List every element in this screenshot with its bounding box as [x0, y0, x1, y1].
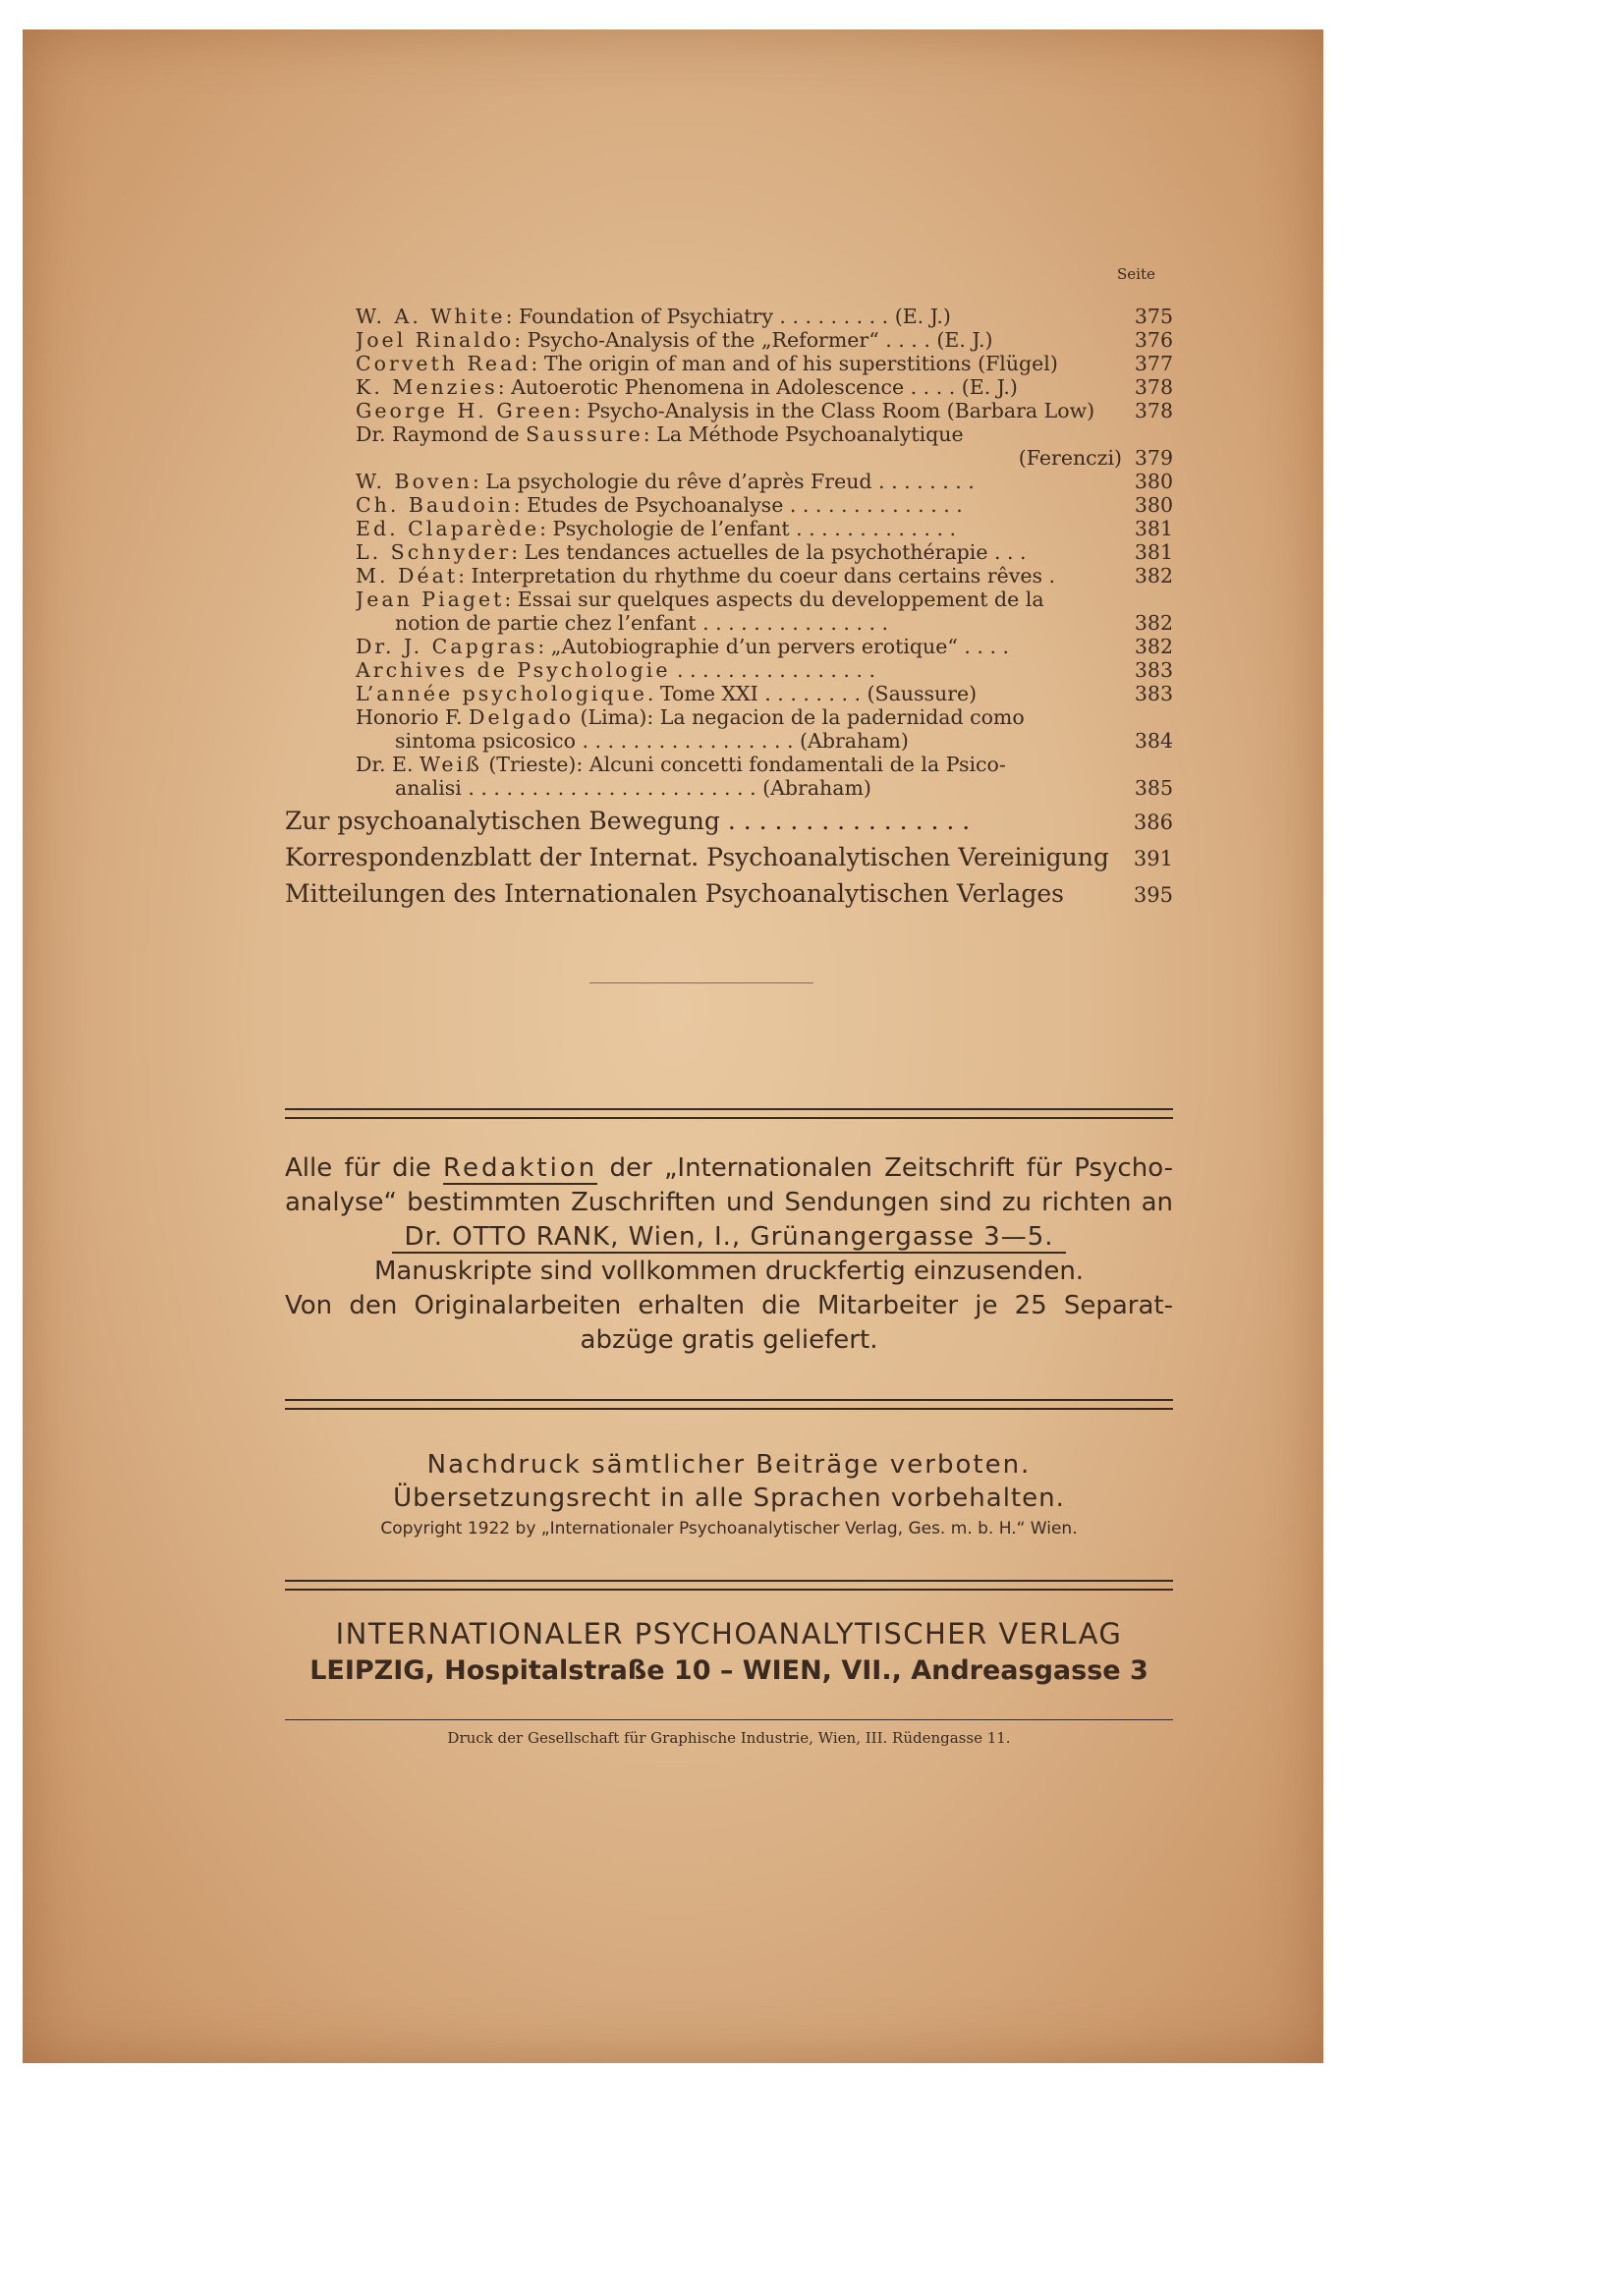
toc-page-number: 381: [1134, 540, 1173, 564]
publisher-address: LEIPZIG, Hospitalstraße 10 – WIEN, VII., Andreasgasse 3: [309, 1655, 1148, 1686]
toc-entry-title: [356, 682, 1122, 705]
entry-text: : Essai sur quelques aspects du developpement de la: [504, 588, 1044, 611]
toc-entry: [356, 305, 1173, 328]
entry-text: (Ferenczi): [1018, 446, 1122, 470]
author-name: Weiß: [420, 753, 482, 776]
toc-entry-title: [356, 564, 1122, 588]
toc-page-number: 378: [1134, 399, 1173, 422]
toc-page-number: 379: [1134, 446, 1173, 470]
toc-entry-title: [356, 493, 1122, 517]
entry-text: . . . . . . . . . . . . . . . .: [670, 658, 875, 682]
section-page-number: 386: [1133, 811, 1173, 834]
notice-line: Alle für die Redaktion der „Internationalen Zeitschrift für Psycho-: [285, 1153, 1173, 1183]
entry-text: : Interpretation du rhythme du coeur dans certains rêves .: [458, 564, 1056, 588]
toc-page-number: 378: [1134, 375, 1173, 399]
publisher-name: INTERNATIONALER PSYCHOANALYTISCHER VERLAG: [335, 1617, 1123, 1651]
toc-entry-title: [356, 399, 1122, 422]
toc-entry: [356, 635, 1173, 658]
translation-notice: Übersetzungsrecht in alle Sprachen vorbehalten.: [393, 1483, 1065, 1513]
section-page-number: 395: [1133, 883, 1173, 907]
notice-line: abzüge gratis geliefert.: [580, 1325, 878, 1355]
double-rule: [285, 1108, 1173, 1119]
section-title: Zur psychoanalytischen Bewegung . . . . . . . . . . . . . . . .: [285, 807, 971, 835]
publisher-block: [285, 1615, 1173, 1690]
entry-text: : Foundation of Psychiatry . . . . . . . . . (E. J.): [505, 305, 951, 328]
toc-page-number: 382: [1134, 564, 1173, 588]
toc-page-number: 375: [1134, 305, 1173, 328]
author-name: Ed. Claparède: [356, 517, 540, 540]
toc-entry: [356, 658, 1173, 682]
entry-text: Dr. E.: [356, 753, 420, 776]
author-name: Jean Piaget: [356, 588, 505, 611]
toc-entry: [356, 705, 1173, 729]
section-entry: [285, 876, 1173, 913]
reprint-notice: Nachdruck sämtlicher Beiträge verboten.: [426, 1450, 1032, 1480]
entry-text: . Tome XXI . . . . . . . . (Saussure): [646, 682, 978, 705]
toc-entry-title: [356, 753, 1122, 776]
toc-entry-title: [356, 446, 1122, 470]
author-name: M. Déat: [356, 564, 459, 588]
page-column-label: Seite: [1117, 265, 1155, 283]
entry-text: : Etudes de Psychoanalyse . . . . . . . . . . . . . .: [513, 493, 963, 517]
toc-entry-title: [356, 352, 1122, 375]
author-name: Corveth Read: [356, 352, 532, 375]
main-sections: [285, 804, 1173, 913]
entry-text: : La psychologie du rêve d’après Freud . . . . . . . .: [472, 470, 975, 493]
toc-entry-title: [356, 517, 1122, 540]
toc-entry: [356, 375, 1173, 399]
editor-address: Dr. OTTO RANK, Wien, I., Grünangergasse 3—5.: [285, 1220, 1173, 1255]
section-title: Mitteilungen des Internationalen Psychoanalytischen Verlages: [285, 879, 1064, 908]
redaktion-emphasis: Redaktion: [443, 1153, 598, 1183]
toc-entry-title: [356, 776, 1122, 800]
toc-page-number: 384: [1134, 729, 1173, 753]
double-rule: [285, 1580, 1173, 1591]
author-name: K. Menzies: [356, 375, 498, 399]
section-page-number: 391: [1133, 847, 1173, 870]
toc-entry: [356, 729, 1173, 753]
toc-page-number: 382: [1134, 635, 1173, 658]
toc-page-number: 385: [1134, 776, 1173, 800]
toc-entry-title: [356, 588, 1122, 611]
entry-text: : Psycho-Analysis of the „Reformer“ . . . . (E. J.): [514, 328, 993, 352]
author-name: L’année psychologique: [356, 682, 647, 705]
toc-entry-title: [356, 635, 1122, 658]
toc-page-number: 377: [1134, 352, 1173, 375]
table-of-contents: [356, 305, 1173, 800]
copyright-notice: Copyright 1922 by „Internationaler Psychoanalytischer Verlag, Ges. m. b. H.“ Wien.: [380, 1519, 1078, 1539]
entry-text: Honorio F.: [356, 705, 470, 729]
toc-entry: [356, 611, 1173, 635]
notice-line: Manuskripte sind vollkommen druckfertig einzusenden.: [373, 1257, 1085, 1286]
author-name: Archives de Psychologie: [356, 658, 671, 682]
entry-text: (Lima): La negacion de la padernidad como: [573, 705, 1025, 729]
toc-entry-title: [356, 375, 1122, 399]
toc-entry-title: [356, 328, 1122, 352]
toc-entry: [356, 682, 1173, 705]
entry-text: : Autoerotic Phenomena in Adolescence . . . . (E. J.): [497, 375, 1018, 399]
author-name: W. Boven: [356, 470, 473, 493]
toc-entry-title: [356, 705, 1122, 729]
section-entry: [285, 840, 1173, 876]
toc-entry: [356, 399, 1173, 422]
section-entry: [285, 804, 1173, 840]
author-name: W. A. White: [356, 305, 506, 328]
toc-entry: [356, 540, 1173, 564]
author-name: Joel Rinaldo: [356, 328, 515, 352]
entry-text: : Psychologie de l’enfant . . . . . . . . . . . . .: [539, 517, 956, 540]
section-title: Korrespondenzblatt der Internat. Psychoanalytischen Vereinigung: [285, 843, 1109, 871]
toc-entry: [356, 493, 1173, 517]
toc-entry: [356, 422, 1173, 446]
toc-entry: [356, 564, 1173, 588]
toc-page-number: 381: [1134, 517, 1173, 540]
entry-text: Dr. Raymond de: [356, 422, 527, 446]
entry-text: : Les tendances actuelles de la psychothérapie . . .: [511, 540, 1027, 564]
author-name: Saussure: [526, 422, 644, 446]
toc-entry: [356, 446, 1173, 470]
entry-text: sintoma psicosico . . . . . . . . . . . . . . . . . (Abraham): [395, 729, 909, 753]
entry-text: : La Méthode Psychoanalytique: [643, 422, 964, 446]
toc-entry-title: [356, 658, 1122, 682]
rights-notice: [285, 1448, 1173, 1542]
notice-line: analyse“ bestimmten Zuschriften und Sendungen sind zu richten an: [285, 1188, 1173, 1217]
toc-entry: [356, 776, 1173, 800]
toc-entry-title: [356, 611, 1122, 635]
toc-page-number: 376: [1134, 328, 1173, 352]
toc-entry: [356, 588, 1173, 611]
editorial-notice: [285, 1151, 1173, 1358]
notice-line: Von den Originalarbeiten erhalten die Mitarbeiter je 25 Separat-: [285, 1291, 1173, 1320]
toc-entry: [356, 352, 1173, 375]
printer-line: Druck der Gesellschaft für Graphische Industrie, Wien, III. Rüdengasse 11.: [447, 1729, 1011, 1747]
divider: [589, 982, 813, 983]
toc-entry: [356, 753, 1173, 776]
toc-page-number: 382: [1134, 611, 1173, 635]
toc-page-number: 383: [1134, 658, 1173, 682]
toc-entry-title: [356, 540, 1122, 564]
author-name: Delgado: [469, 705, 574, 729]
toc-entry: [356, 328, 1173, 352]
entry-text: : Psycho-Analysis in the Class Room (Barbara Low): [573, 399, 1095, 422]
toc-entry: [356, 470, 1173, 493]
author-name: L. Schnyder: [356, 540, 512, 564]
toc-entry-title: [356, 305, 1122, 328]
author-name: Dr. J. Capgras: [356, 635, 538, 658]
author-name: Ch. Baudoin: [356, 493, 514, 517]
toc-page-number: 380: [1134, 493, 1173, 517]
toc-entry: [356, 517, 1173, 540]
divider: [285, 1719, 1173, 1720]
toc-entry-title: [356, 729, 1122, 753]
toc-entry-title: [356, 470, 1122, 493]
double-rule: [285, 1399, 1173, 1410]
toc-page-number: 380: [1134, 470, 1173, 493]
toc-entry-title: [356, 422, 1122, 446]
entry-text: : The origin of man and of his superstitions (Flügel): [531, 352, 1058, 375]
entry-text: (Trieste): Alcuni concetti fondamentali de la Psico-: [481, 753, 1006, 776]
entry-text: : „Autobiographie d’un pervers erotique“ . . . .: [537, 635, 1010, 658]
entry-text: notion de partie chez l’enfant . . . . . . . . . . . . . . .: [395, 611, 889, 635]
entry-text: analisi . . . . . . . . . . . . . . . . . . . . . . . (Abraham): [395, 776, 871, 800]
author-name: George H. Green: [356, 399, 574, 422]
toc-page-number: 383: [1134, 682, 1173, 705]
